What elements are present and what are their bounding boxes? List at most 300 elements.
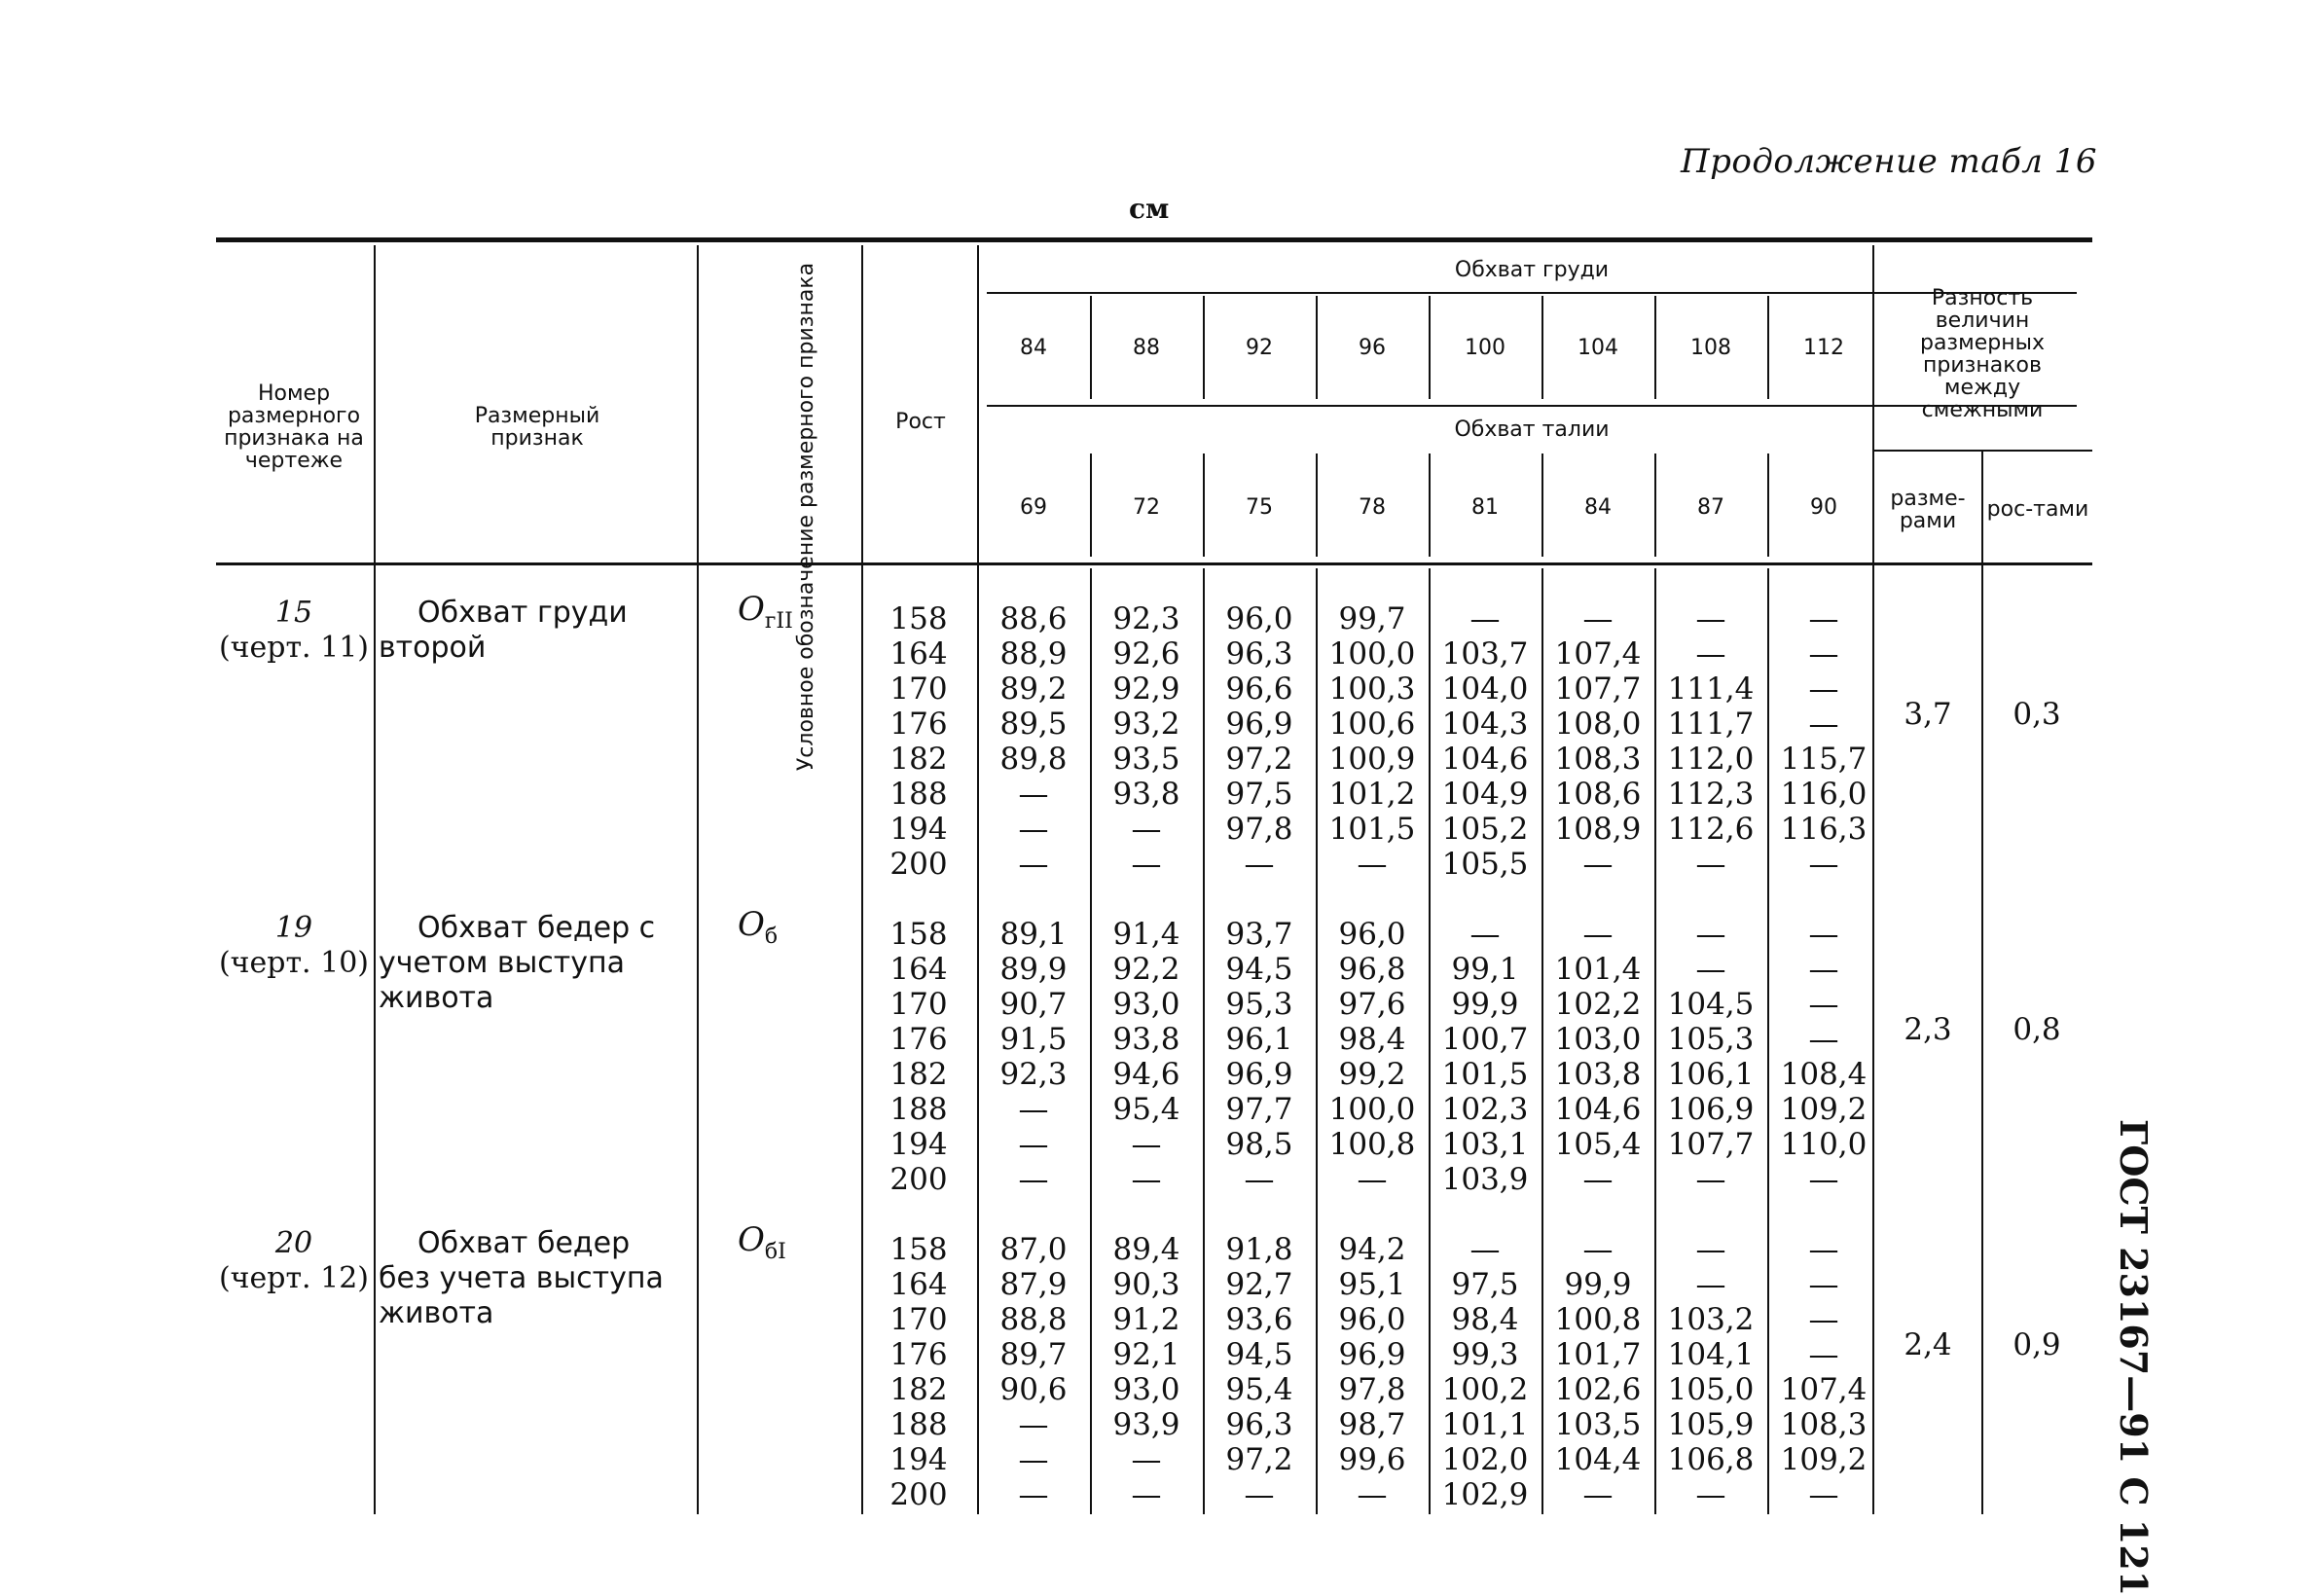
value-cell: 96,9 bbox=[1225, 1057, 1293, 1092]
feature-name-line: без учета выступа bbox=[379, 1261, 664, 1295]
rule-v-col-3 bbox=[1316, 568, 1318, 1514]
header-name: Размерный признак bbox=[474, 403, 600, 451]
chest-size-88: 88 bbox=[1133, 336, 1160, 361]
value-column-104 bbox=[1545, 1232, 1650, 1512]
value-cell: 99,1 bbox=[1451, 952, 1519, 987]
value-cell: 101,5 bbox=[1441, 1057, 1529, 1092]
value-cell: 89,4 bbox=[1112, 1232, 1180, 1267]
value-cell: — bbox=[1357, 1162, 1388, 1197]
value-cell: — bbox=[1018, 1477, 1049, 1512]
value-cell: — bbox=[1808, 1337, 1839, 1372]
value-cell: — bbox=[1018, 847, 1049, 882]
value-cell: 96,1 bbox=[1225, 1022, 1293, 1057]
value-column-112 bbox=[1771, 1232, 1876, 1512]
value-cell: 96,0 bbox=[1225, 601, 1293, 636]
feature-name bbox=[379, 596, 690, 666]
value-cell: 99,7 bbox=[1338, 601, 1406, 636]
value-cell: 104,4 bbox=[1554, 1442, 1642, 1477]
value-cell: 89,5 bbox=[999, 707, 1068, 742]
value-cell: — bbox=[1582, 1477, 1614, 1512]
value-cell: 97,8 bbox=[1338, 1372, 1406, 1407]
value-cell: 107,4 bbox=[1554, 636, 1642, 671]
height-170: 170 bbox=[889, 671, 948, 707]
value-column-100 bbox=[1432, 1232, 1538, 1512]
feature-name-line: живота bbox=[379, 981, 494, 1015]
rule-v-col-1 bbox=[1090, 568, 1092, 1514]
value-cell: 96,6 bbox=[1225, 671, 1293, 707]
value-cell: 115,7 bbox=[1780, 742, 1868, 777]
value-cell: 95,3 bbox=[1225, 987, 1293, 1022]
value-cell: — bbox=[1244, 847, 1275, 882]
rule-v-num bbox=[374, 245, 376, 1514]
value-cell: — bbox=[1808, 601, 1839, 636]
waist-size-78: 78 bbox=[1359, 495, 1386, 521]
value-cell: — bbox=[1695, 601, 1726, 636]
value-cell: 98,5 bbox=[1225, 1127, 1293, 1162]
value-cell: 100,7 bbox=[1441, 1022, 1529, 1057]
chest-size-104: 104 bbox=[1578, 336, 1618, 361]
row-drawing-ref: (черт. 12) bbox=[218, 1261, 370, 1295]
value-cell: 105,0 bbox=[1667, 1372, 1755, 1407]
rule-v-col-2 bbox=[1203, 568, 1205, 1514]
value-column-108 bbox=[1658, 1232, 1763, 1512]
value-column-100 bbox=[1432, 601, 1538, 882]
rule-v-col-4 bbox=[1429, 568, 1431, 1514]
height-194: 194 bbox=[889, 812, 948, 847]
value-cell: 88,6 bbox=[999, 601, 1068, 636]
value-cell: 91,2 bbox=[1112, 1302, 1180, 1337]
waist-size-87: 87 bbox=[1697, 495, 1724, 521]
value-column-84 bbox=[981, 917, 1086, 1197]
value-cell: 89,1 bbox=[999, 917, 1068, 952]
waist-size-90: 90 bbox=[1810, 495, 1837, 521]
value-cell: 107,7 bbox=[1667, 1127, 1755, 1162]
row-number bbox=[216, 596, 372, 666]
value-cell: — bbox=[1131, 1477, 1162, 1512]
value-cell: — bbox=[1808, 707, 1839, 742]
value-column-112 bbox=[1771, 917, 1876, 1197]
value-column-108 bbox=[1658, 601, 1763, 882]
value-cell: 97,8 bbox=[1225, 812, 1293, 847]
value-cell: 107,4 bbox=[1780, 1372, 1868, 1407]
value-cell: 111,7 bbox=[1667, 707, 1755, 742]
row-number-value: 20 bbox=[274, 1226, 313, 1260]
value-cell: — bbox=[1131, 812, 1162, 847]
value-column-104 bbox=[1545, 917, 1650, 1197]
diff-between-heights: 0,3 bbox=[2013, 697, 2061, 732]
value-cell: 93,0 bbox=[1112, 987, 1180, 1022]
value-cell: — bbox=[1131, 1162, 1162, 1197]
value-cell: 95,4 bbox=[1225, 1372, 1293, 1407]
diff-between-sizes: 3,7 bbox=[1904, 697, 1952, 732]
value-cell: — bbox=[1018, 1092, 1049, 1127]
value-cell: — bbox=[1695, 952, 1726, 987]
value-cell: 98,4 bbox=[1451, 1302, 1519, 1337]
size-table bbox=[216, 237, 2092, 1514]
rule-header-bottom bbox=[216, 562, 2092, 565]
value-cell: 100,2 bbox=[1441, 1372, 1529, 1407]
feature-name-line: Обхват бедер bbox=[417, 1226, 631, 1260]
header-height: Рост bbox=[895, 410, 946, 435]
waist-size-84: 84 bbox=[1584, 495, 1612, 521]
diff-between-sizes: 2,4 bbox=[1904, 1327, 1952, 1362]
rule-v-col-5 bbox=[1541, 568, 1543, 1514]
value-cell: 96,9 bbox=[1225, 707, 1293, 742]
header-symbol-text: Условное обозначение размерного признака bbox=[794, 262, 819, 772]
value-cell: 88,8 bbox=[999, 1302, 1068, 1337]
value-cell: 99,6 bbox=[1338, 1442, 1406, 1477]
height-176: 176 bbox=[889, 1022, 948, 1057]
value-cell: 97,2 bbox=[1225, 1442, 1293, 1477]
value-cell: 112,3 bbox=[1667, 777, 1755, 812]
value-column-84 bbox=[981, 1232, 1086, 1512]
value-cell: 103,0 bbox=[1554, 1022, 1642, 1057]
value-cell: 108,3 bbox=[1554, 742, 1642, 777]
value-cell: 109,2 bbox=[1780, 1092, 1868, 1127]
diff-between-sizes: 2,3 bbox=[1904, 1012, 1952, 1047]
chest-size-112: 112 bbox=[1803, 336, 1844, 361]
height-176: 176 bbox=[889, 1337, 948, 1372]
value-cell: 102,0 bbox=[1441, 1442, 1529, 1477]
feature-name bbox=[379, 911, 690, 1016]
rule-top bbox=[216, 237, 2092, 242]
height-column bbox=[870, 601, 967, 882]
feature-symbol-letter: О bbox=[738, 905, 765, 944]
value-cell: 104,6 bbox=[1441, 742, 1529, 777]
value-column-92 bbox=[1207, 1232, 1312, 1512]
value-column-88 bbox=[1094, 1232, 1199, 1512]
page-title: Продолжение табл 16 bbox=[1680, 142, 2097, 181]
value-cell: 106,9 bbox=[1667, 1092, 1755, 1127]
height-column bbox=[870, 917, 967, 1197]
diff-between-heights: 0,9 bbox=[2013, 1327, 2061, 1362]
height-column bbox=[870, 1232, 967, 1512]
value-column-104 bbox=[1545, 601, 1650, 882]
height-194: 194 bbox=[889, 1127, 948, 1162]
value-cell: — bbox=[1808, 987, 1839, 1022]
value-cell: 105,2 bbox=[1441, 812, 1529, 847]
value-cell: 93,0 bbox=[1112, 1372, 1180, 1407]
value-cell: 104,5 bbox=[1667, 987, 1755, 1022]
rule-v-col-6 bbox=[1654, 568, 1656, 1514]
value-column-92 bbox=[1207, 601, 1312, 882]
value-cell: 104,0 bbox=[1441, 671, 1529, 707]
value-cell: 93,2 bbox=[1112, 707, 1180, 742]
value-cell: 98,4 bbox=[1338, 1022, 1406, 1057]
value-cell: — bbox=[1357, 1477, 1388, 1512]
unit-label: см bbox=[1129, 193, 1170, 225]
height-188: 188 bbox=[889, 777, 948, 812]
value-cell: 95,4 bbox=[1112, 1092, 1180, 1127]
value-cell: 107,7 bbox=[1554, 671, 1642, 707]
value-cell: 92,9 bbox=[1112, 671, 1180, 707]
header-diff-sizes: разме-рами bbox=[1890, 486, 1966, 533]
value-column-96 bbox=[1320, 601, 1425, 882]
value-cell: 103,5 bbox=[1554, 1407, 1642, 1442]
value-cell: 111,4 bbox=[1667, 671, 1755, 707]
height-164: 164 bbox=[889, 1267, 948, 1302]
value-cell: 91,4 bbox=[1112, 917, 1180, 952]
value-cell: 100,8 bbox=[1328, 1127, 1416, 1162]
value-cell: 116,3 bbox=[1780, 812, 1868, 847]
value-cell: — bbox=[1582, 917, 1614, 952]
row-number bbox=[216, 1226, 372, 1296]
value-cell: — bbox=[1582, 1232, 1614, 1267]
value-cell: 96,3 bbox=[1225, 1407, 1293, 1442]
chest-size-108: 108 bbox=[1690, 336, 1731, 361]
value-cell: — bbox=[1808, 952, 1839, 987]
value-cell: — bbox=[1808, 917, 1839, 952]
value-cell: 92,6 bbox=[1112, 636, 1180, 671]
value-cell: 87,9 bbox=[999, 1267, 1068, 1302]
value-cell: — bbox=[1582, 847, 1614, 882]
rule-v-name bbox=[697, 245, 699, 1514]
header-diff-heights: рос-тами bbox=[1986, 497, 2089, 523]
value-cell: 89,8 bbox=[999, 742, 1068, 777]
feature-symbol-index: гII bbox=[764, 608, 793, 634]
value-cell: 93,6 bbox=[1225, 1302, 1293, 1337]
value-cell: 102,2 bbox=[1554, 987, 1642, 1022]
value-cell: 101,1 bbox=[1441, 1407, 1529, 1442]
value-cell: 104,1 bbox=[1667, 1337, 1755, 1372]
feature-name-line: Обхват груди bbox=[417, 596, 628, 630]
value-cell: 101,2 bbox=[1328, 777, 1416, 812]
waist-size-72: 72 bbox=[1133, 495, 1160, 521]
value-cell: — bbox=[1808, 671, 1839, 707]
value-cell: 98,7 bbox=[1338, 1407, 1406, 1442]
feature-symbol-letter: О bbox=[738, 590, 765, 629]
value-column-108 bbox=[1658, 917, 1763, 1197]
value-cell: 104,6 bbox=[1554, 1092, 1642, 1127]
value-cell: 103,7 bbox=[1441, 636, 1529, 671]
value-cell: 88,9 bbox=[999, 636, 1068, 671]
height-170: 170 bbox=[889, 987, 948, 1022]
value-column-92 bbox=[1207, 917, 1312, 1197]
diff-between-heights: 0,8 bbox=[2013, 1012, 2061, 1047]
value-cell: — bbox=[1018, 1127, 1049, 1162]
waist-size-75: 75 bbox=[1246, 495, 1273, 521]
value-cell: — bbox=[1244, 1162, 1275, 1197]
value-cell: — bbox=[1808, 1302, 1839, 1337]
chest-size-96: 96 bbox=[1359, 336, 1386, 361]
value-cell: 96,9 bbox=[1338, 1337, 1406, 1372]
value-cell: 92,3 bbox=[1112, 601, 1180, 636]
feature-name-line: Обхват бедер с bbox=[417, 911, 656, 945]
row-drawing-ref: (черт. 10) bbox=[218, 946, 370, 980]
value-cell: 103,8 bbox=[1554, 1057, 1642, 1092]
height-176: 176 bbox=[889, 707, 948, 742]
header-chest-group: Обхват груди bbox=[1454, 258, 1610, 283]
row-number-value: 15 bbox=[274, 596, 313, 630]
value-cell: 92,1 bbox=[1112, 1337, 1180, 1372]
value-cell: 94,2 bbox=[1338, 1232, 1406, 1267]
feature-name-line: учетом выступа bbox=[379, 946, 626, 980]
feature-symbol-index: бI bbox=[764, 1239, 786, 1264]
value-cell: 106,1 bbox=[1667, 1057, 1755, 1092]
value-cell: 99,2 bbox=[1338, 1057, 1406, 1092]
height-164: 164 bbox=[889, 636, 948, 671]
value-cell: 112,0 bbox=[1667, 742, 1755, 777]
value-cell: 100,3 bbox=[1328, 671, 1416, 707]
value-cell: — bbox=[1018, 777, 1049, 812]
height-158: 158 bbox=[889, 917, 948, 952]
row-number bbox=[216, 911, 372, 981]
value-cell: 102,3 bbox=[1441, 1092, 1529, 1127]
value-cell: 96,0 bbox=[1338, 1302, 1406, 1337]
value-cell: — bbox=[1018, 1442, 1049, 1477]
waist-size-69: 69 bbox=[1020, 495, 1047, 521]
value-cell: 105,5 bbox=[1441, 847, 1529, 882]
value-cell: 97,6 bbox=[1338, 987, 1406, 1022]
height-158: 158 bbox=[889, 601, 948, 636]
value-cell: 95,1 bbox=[1338, 1267, 1406, 1302]
value-cell: 96,8 bbox=[1338, 952, 1406, 987]
value-cell: 102,6 bbox=[1554, 1372, 1642, 1407]
height-182: 182 bbox=[889, 1372, 948, 1407]
value-cell: 103,1 bbox=[1441, 1127, 1529, 1162]
value-cell: — bbox=[1808, 1022, 1839, 1057]
value-cell: 87,0 bbox=[999, 1232, 1068, 1267]
height-164: 164 bbox=[889, 952, 948, 987]
value-cell: — bbox=[1244, 1477, 1275, 1512]
value-cell: — bbox=[1808, 1232, 1839, 1267]
value-cell: 93,7 bbox=[1225, 917, 1293, 952]
value-cell: — bbox=[1582, 601, 1614, 636]
rule-v-height bbox=[977, 245, 979, 1514]
value-cell: — bbox=[1469, 917, 1501, 952]
value-column-88 bbox=[1094, 917, 1199, 1197]
feature-symbol bbox=[738, 590, 793, 634]
value-cell: 109,2 bbox=[1780, 1442, 1868, 1477]
feature-symbol bbox=[738, 1220, 786, 1264]
value-cell: 92,7 bbox=[1225, 1267, 1293, 1302]
value-cell: 93,8 bbox=[1112, 1022, 1180, 1057]
rule-v-col-7 bbox=[1767, 568, 1769, 1514]
height-182: 182 bbox=[889, 742, 948, 777]
value-cell: 105,4 bbox=[1554, 1127, 1642, 1162]
value-cell: 101,5 bbox=[1328, 812, 1416, 847]
value-cell: 91,8 bbox=[1225, 1232, 1293, 1267]
value-column-96 bbox=[1320, 917, 1425, 1197]
value-cell: 103,9 bbox=[1441, 1162, 1529, 1197]
value-cell: 100,9 bbox=[1328, 742, 1416, 777]
value-cell: 94,6 bbox=[1112, 1057, 1180, 1092]
value-cell: — bbox=[1469, 601, 1501, 636]
value-cell: 100,0 bbox=[1328, 1092, 1416, 1127]
chest-size-100: 100 bbox=[1465, 336, 1505, 361]
value-cell: 96,3 bbox=[1225, 636, 1293, 671]
value-cell: — bbox=[1808, 847, 1839, 882]
value-cell: — bbox=[1582, 1162, 1614, 1197]
height-182: 182 bbox=[889, 1057, 948, 1092]
height-188: 188 bbox=[889, 1092, 948, 1127]
value-cell: 90,7 bbox=[999, 987, 1068, 1022]
value-cell: 89,2 bbox=[999, 671, 1068, 707]
value-cell: 90,6 bbox=[999, 1372, 1068, 1407]
value-cell: 101,7 bbox=[1554, 1337, 1642, 1372]
value-cell: 99,9 bbox=[1564, 1267, 1632, 1302]
side-standard-label: ГОСТ 23167—91 С 121 bbox=[2112, 1119, 2156, 1596]
value-cell: 97,2 bbox=[1225, 742, 1293, 777]
feature-symbol bbox=[738, 905, 778, 949]
value-cell: 93,9 bbox=[1112, 1407, 1180, 1442]
value-cell: — bbox=[1695, 636, 1726, 671]
value-cell: 91,5 bbox=[999, 1022, 1068, 1057]
value-cell: — bbox=[1695, 1267, 1726, 1302]
row-drawing-ref: (черт. 11) bbox=[218, 631, 370, 665]
value-cell: 110,0 bbox=[1780, 1127, 1868, 1162]
value-cell: 94,5 bbox=[1225, 952, 1293, 987]
value-cell: 90,3 bbox=[1112, 1267, 1180, 1302]
value-cell: 104,9 bbox=[1441, 777, 1529, 812]
header-waist-group: Обхват талии bbox=[1454, 417, 1610, 443]
value-cell: 108,3 bbox=[1780, 1407, 1868, 1442]
value-column-88 bbox=[1094, 601, 1199, 882]
value-cell: — bbox=[1808, 1162, 1839, 1197]
value-cell: — bbox=[1808, 1477, 1839, 1512]
value-cell: — bbox=[1018, 1407, 1049, 1442]
value-cell: 92,3 bbox=[999, 1057, 1068, 1092]
value-cell: — bbox=[1695, 1477, 1726, 1512]
height-158: 158 bbox=[889, 1232, 948, 1267]
value-cell: 100,6 bbox=[1328, 707, 1416, 742]
value-cell: — bbox=[1808, 636, 1839, 671]
value-cell: 89,7 bbox=[999, 1337, 1068, 1372]
value-cell: 100,8 bbox=[1554, 1302, 1642, 1337]
value-cell: 116,0 bbox=[1780, 777, 1868, 812]
waist-size-81: 81 bbox=[1471, 495, 1499, 521]
value-cell: 105,9 bbox=[1667, 1407, 1755, 1442]
value-cell: 105,3 bbox=[1667, 1022, 1755, 1057]
header-num: Номер размерного признака на чертеже bbox=[224, 381, 364, 474]
value-cell: 100,0 bbox=[1328, 636, 1416, 671]
value-cell: 108,0 bbox=[1554, 707, 1642, 742]
value-cell: 99,3 bbox=[1451, 1337, 1519, 1372]
value-cell: 108,9 bbox=[1554, 812, 1642, 847]
height-170: 170 bbox=[889, 1302, 948, 1337]
value-cell: 103,2 bbox=[1667, 1302, 1755, 1337]
height-200: 200 bbox=[889, 1162, 948, 1197]
header-diff: Разность величин размерных признаков между смежными bbox=[1919, 285, 2045, 423]
value-cell: 102,9 bbox=[1441, 1477, 1529, 1512]
value-cell: 108,6 bbox=[1554, 777, 1642, 812]
row-number-value: 19 bbox=[274, 911, 313, 945]
value-cell: 112,6 bbox=[1667, 812, 1755, 847]
value-cell: — bbox=[1357, 847, 1388, 882]
value-column-100 bbox=[1432, 917, 1538, 1197]
value-cell: 94,5 bbox=[1225, 1337, 1293, 1372]
feature-symbol-letter: О bbox=[738, 1220, 765, 1259]
value-cell: 99,9 bbox=[1451, 987, 1519, 1022]
value-cell: 108,4 bbox=[1780, 1057, 1868, 1092]
value-column-112 bbox=[1771, 601, 1876, 882]
value-cell: 93,5 bbox=[1112, 742, 1180, 777]
value-cell: 97,5 bbox=[1451, 1267, 1519, 1302]
value-cell: — bbox=[1131, 847, 1162, 882]
value-cell: — bbox=[1808, 1267, 1839, 1302]
value-cell: — bbox=[1469, 1232, 1501, 1267]
value-cell: 101,4 bbox=[1554, 952, 1642, 987]
value-cell: — bbox=[1018, 1162, 1049, 1197]
value-column-96 bbox=[1320, 1232, 1425, 1512]
value-cell: — bbox=[1695, 847, 1726, 882]
value-column-84 bbox=[981, 601, 1086, 882]
height-194: 194 bbox=[889, 1442, 948, 1477]
value-cell: — bbox=[1695, 1232, 1726, 1267]
value-cell: 93,8 bbox=[1112, 777, 1180, 812]
height-200: 200 bbox=[889, 1477, 948, 1512]
value-cell: 89,9 bbox=[999, 952, 1068, 987]
